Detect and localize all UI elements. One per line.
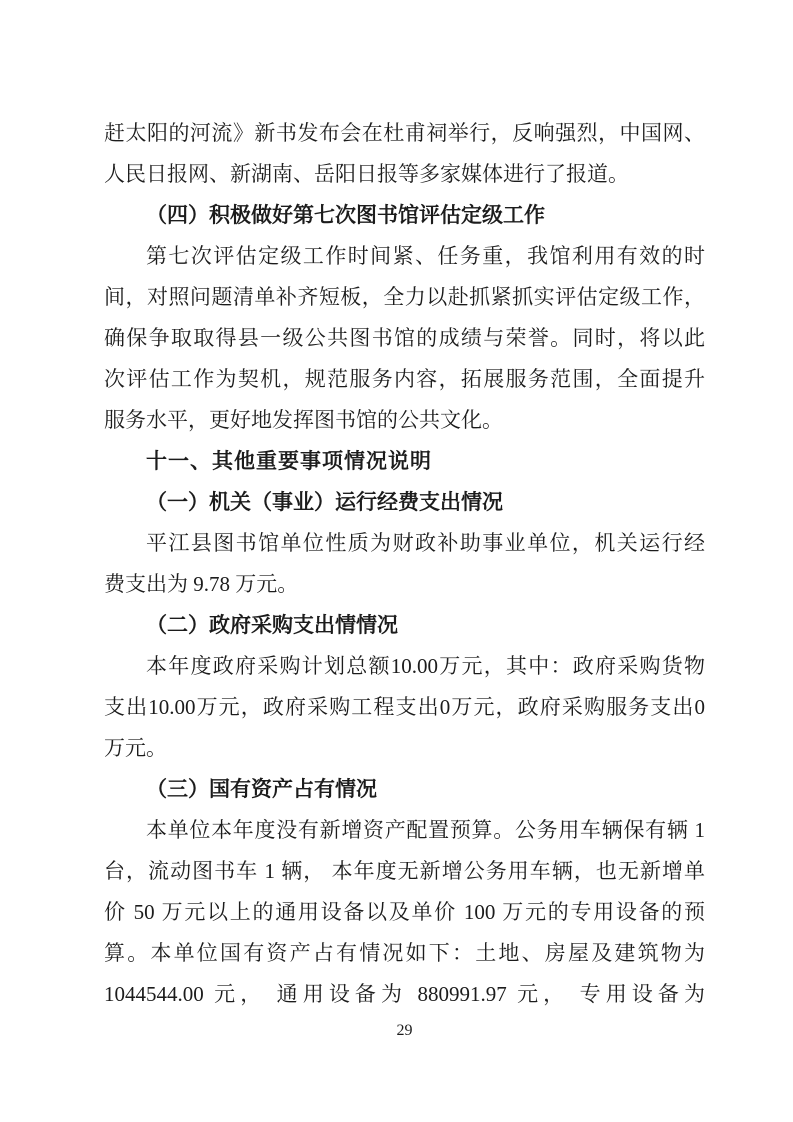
paragraph-line: 次评估工作为契机，规范服务内容，拓展服务范围，全面提升: [104, 367, 705, 391]
paragraph-line: 台，流动图书车 1 辆， 本年度无新增公务用车辆，也无新增单: [104, 859, 705, 883]
paragraph-line: 平江县图书馆单位性质为财政补助事业单位，机关运行经: [146, 531, 705, 555]
section-heading: （一）机关（事业）运行经费支出情况: [146, 490, 503, 514]
text-block: [104, 113, 705, 1045]
paragraph-line: 算。本单位国有资产占有情况如下：土地、房屋及建筑物为: [104, 941, 705, 965]
paragraph-line: 赶太阳的河流》新书发布会在杜甫祠举行，反响强烈，中国网、: [104, 121, 705, 145]
section-heading: （二）政府采购支出情情况: [146, 613, 398, 637]
paragraph-line: 价 50 万元以上的通用设备以及单价 100 万元的专用设备的预: [104, 900, 705, 924]
section-heading: （三）国有资产占有情况: [146, 777, 377, 801]
paragraph-line: 服务水平，更好地发挥图书馆的公共文化。: [104, 408, 503, 432]
paragraph-line: 确保争取取得县一级公共图书馆的成绩与荣誉。同时，将以此: [104, 326, 705, 350]
paragraph-line: 第七次评估定级工作时间紧、任务重，我馆利用有效的时: [146, 244, 705, 268]
paragraph-line: 间，对照问题清单补齐短板，全力以赴抓紧抓实评估定级工作，: [104, 285, 705, 309]
paragraph-line: 支出10.00万元，政府采购工程支出0万元，政府采购服务支出0: [104, 695, 705, 719]
section-heading: （四）积极做好第七次图书馆评估定级工作: [146, 203, 545, 227]
chapter-heading: 十一、其他重要事项情况说明: [146, 450, 432, 473]
paragraph-line: 本年度政府采购计划总额10.00万元，其中：政府采购货物: [146, 654, 705, 678]
paragraph-line: 1044544.00 元， 通用设备为 880991.97 元， 专用设备为: [104, 982, 705, 1006]
paragraph-line: 人民日报网、新湖南、岳阳日报等多家媒体进行了报道。: [104, 162, 629, 186]
page-number: 29: [396, 1022, 413, 1039]
paragraph-line: 万元。: [104, 736, 167, 760]
paragraph-line: 费支出为 9.78 万元。: [104, 572, 299, 596]
paragraph-line: 本单位本年度没有新增资产配置预算。公务用车辆保有辆 1: [146, 818, 705, 842]
